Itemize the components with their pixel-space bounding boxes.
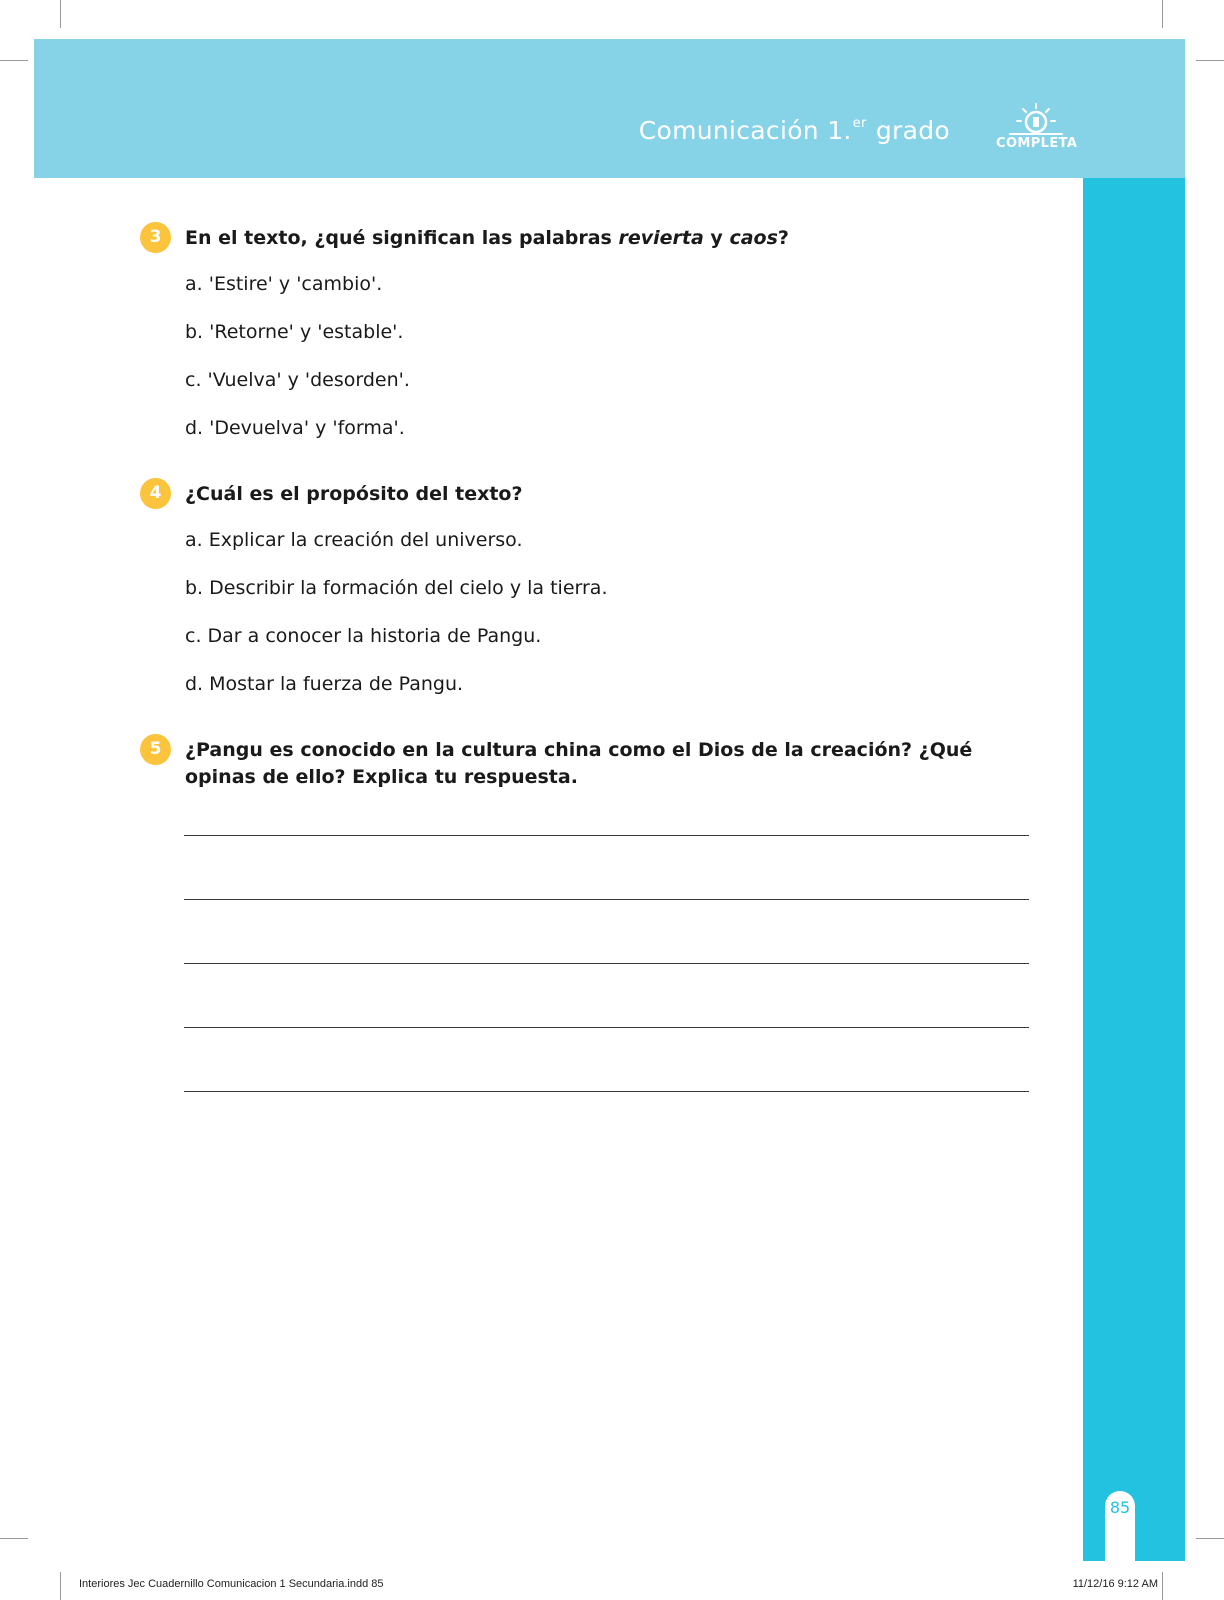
question-text: ¿Pangu es conocido en la cultura china como el Dios de la creación? ¿Qué opinas de ello? Explica tu respuesta. (185, 739, 973, 788)
crop-mark (60, 0, 61, 28)
logo-text: COMPLETA (996, 136, 1078, 151)
option-d[interactable]: d. Mostar la fuerza de Pangu. (185, 673, 464, 695)
question-number-badge: 5 (140, 734, 171, 765)
crop-mark (0, 60, 28, 61)
crop-mark (1162, 0, 1163, 28)
question-number-badge: 3 (140, 222, 171, 253)
answer-line[interactable] (184, 1091, 1029, 1092)
answer-line[interactable] (184, 963, 1029, 964)
option-a[interactable]: a. Explicar la creación del universo. (185, 529, 523, 551)
answer-line[interactable] (184, 835, 1029, 836)
question-4 (140, 478, 1040, 698)
question-text: ¿Cuál es el propósito del texto? (185, 483, 523, 505)
question-text: En el texto, ¿qué significan las palabras revierta y caos? (185, 227, 789, 249)
crop-mark (1162, 1572, 1163, 1600)
page-number: 85 (1109, 1498, 1131, 1517)
footer-filename: Interiores Jec Cuadernillo Comunicacion 1 Secundaria.indd 85 (79, 1578, 384, 1590)
option-a[interactable]: a. 'Estire' y 'cambio'. (185, 273, 383, 295)
crop-mark (0, 1538, 28, 1539)
crop-mark (60, 1572, 61, 1600)
option-b[interactable]: b. 'Retorne' y 'estable'. (185, 321, 404, 343)
option-d[interactable]: d. 'Devuelva' y 'forma'. (185, 417, 405, 439)
answer-line[interactable] (184, 899, 1029, 900)
option-c[interactable]: c. Dar a conocer la historia de Pangu. (185, 625, 542, 647)
question-number-badge: 4 (140, 478, 171, 509)
answer-line[interactable] (184, 1027, 1029, 1028)
page-title: Comunicación 1.$^{er}$ grado (638, 116, 950, 145)
jornada-escolar-logo (996, 100, 1076, 160)
option-c[interactable]: c. 'Vuelva' y 'desorden'. (185, 369, 410, 391)
question-5 (140, 734, 1040, 794)
footer-timestamp: 11/12/16 9:12 AM (1072, 1578, 1158, 1590)
crop-mark (1196, 1538, 1224, 1539)
question-3 (140, 222, 1040, 442)
crop-mark (1196, 60, 1224, 61)
option-b[interactable]: b. Describir la formación del cielo y la tierra. (185, 577, 608, 599)
sun-icon (996, 100, 1076, 140)
side-band (1083, 178, 1185, 1561)
